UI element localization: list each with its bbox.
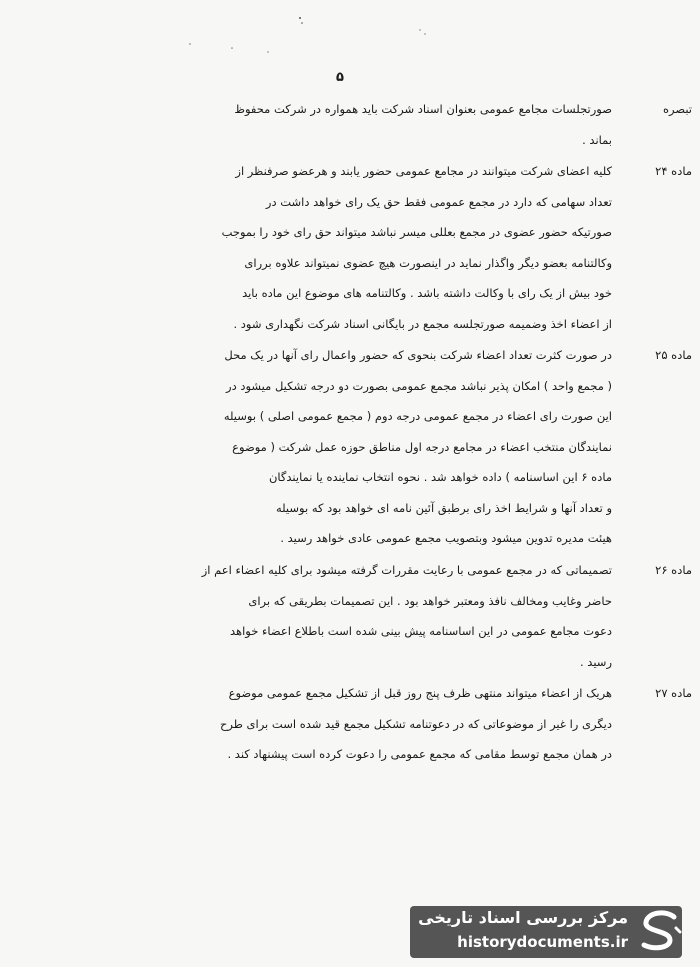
watermark-title: مرکز بررسی اسناد تاریخی: [418, 908, 628, 927]
article-label: تبصره: [662, 102, 692, 116]
article-line: خود بیش از یک رای با وکالت داشته باشد . وکالتنامه های موضوع این ماده باید: [242, 286, 612, 300]
article-line: در صورت کثرت تعداد اعضاء شرکت بنحوی که حضور واعمال رای آنها در یک محل: [224, 348, 612, 362]
article-label: ماده ۲۷: [655, 686, 692, 700]
article-line: حاضر وغایب ومخالف نافذ ومعتبر خواهد بود . این تصمیمات بطریقی که برای: [248, 593, 612, 608]
article-body: [92, 94, 612, 155]
article-line: دیگری را غیر از موضوعاتی که در دعوتنامه تشکیل مجمع قید شده است برای طرح: [219, 716, 612, 731]
article-line: نمایندگان منتخب اعضاء در مجامع درجه اول مناطق حوزه عمل شرکت ( موضوع: [232, 439, 612, 454]
article-line: بماند .: [582, 132, 612, 147]
article-body: [92, 156, 612, 339]
article-line: ( مجمع واحد ) امکان پذیر نباشد مجمع عمومی بصورت دو درجه تشکیل میشود در: [226, 378, 612, 393]
article-line: صورتیکه حضور عضوی در مجمع بعللی میسر نباشد میتواند حق رای خود را بموجب: [221, 225, 612, 239]
article-line: وکالتنامه بعضو دیگر واگذار نماید در اینصورت هیچ عضوی نمیتواند علاوه بررای: [244, 255, 612, 270]
article-line: تعداد سهامی که دارد در مجمع عمومی فقط حق یک رای خواهد داشت در: [265, 194, 612, 209]
article-line: کلیه اعضای شرکت میتوانند در مجامع عمومی حضور یابند و هرعضو صرفنظر از: [235, 164, 612, 178]
article-line: تصمیماتی که در مجمع عمومی با رعایت مقررات گرفته میشود برای کلیه اعضاء اعم از: [201, 563, 612, 577]
article-label: ماده ۲۴: [655, 164, 692, 178]
article-line: صورتجلسات مجامع عمومی بعنوان اسناد شرکت باید همواره در شرکت محفوظ: [234, 102, 612, 116]
article-line: هیئت مدیره تدوین میشود وبتصویب مجمع عمومی عادی خواهد رسید .: [280, 531, 612, 545]
article-line: رسید .: [579, 654, 612, 669]
article-line: این صورت رای اعضاء در مجمع عمومی درجه دوم ( مجمع عمومی اصلی ) بوسیله: [223, 409, 612, 423]
article-label: ماده ۲۵: [655, 348, 692, 362]
article-label: ماده ۲۶: [655, 563, 692, 577]
watermark-url: historydocuments.ir: [457, 933, 628, 951]
article-body: [92, 340, 612, 554]
article-line: در همان مجمع توسط مقامی که مجمع عمومی را دعوت کرده است پیشنهاد کند .: [227, 747, 612, 761]
page-number: ۵: [336, 70, 344, 85]
article-line: از اعضاء اخذ وضمیمه صورتجلسه مجمع در بایگانی اسناد شرکت نگهداری شود .: [233, 316, 612, 331]
stylized-s-logo-icon: [636, 908, 682, 954]
article-body: [92, 555, 612, 677]
article-body: [92, 678, 612, 770]
article-line: ماده ۶ این اساسنامه ) داده خواهد شد . نحوه انتخاب نماینده یا نمایندگان: [268, 470, 612, 484]
article-line: و تعداد آنها و شرایط اخذ رای برطبق آئین نامه ای خواهد بود که بوسیله: [275, 500, 612, 515]
article-line: هریک از اعضاء میتواند منتهی ظرف پنج روز قبل از تشکیل مجمع عمومی موضوع: [228, 686, 612, 700]
article-line: دعوت مجامع عمومی در این اساسنامه پیش بینی شده است باطلاع اعضاء خواهد: [229, 624, 612, 638]
